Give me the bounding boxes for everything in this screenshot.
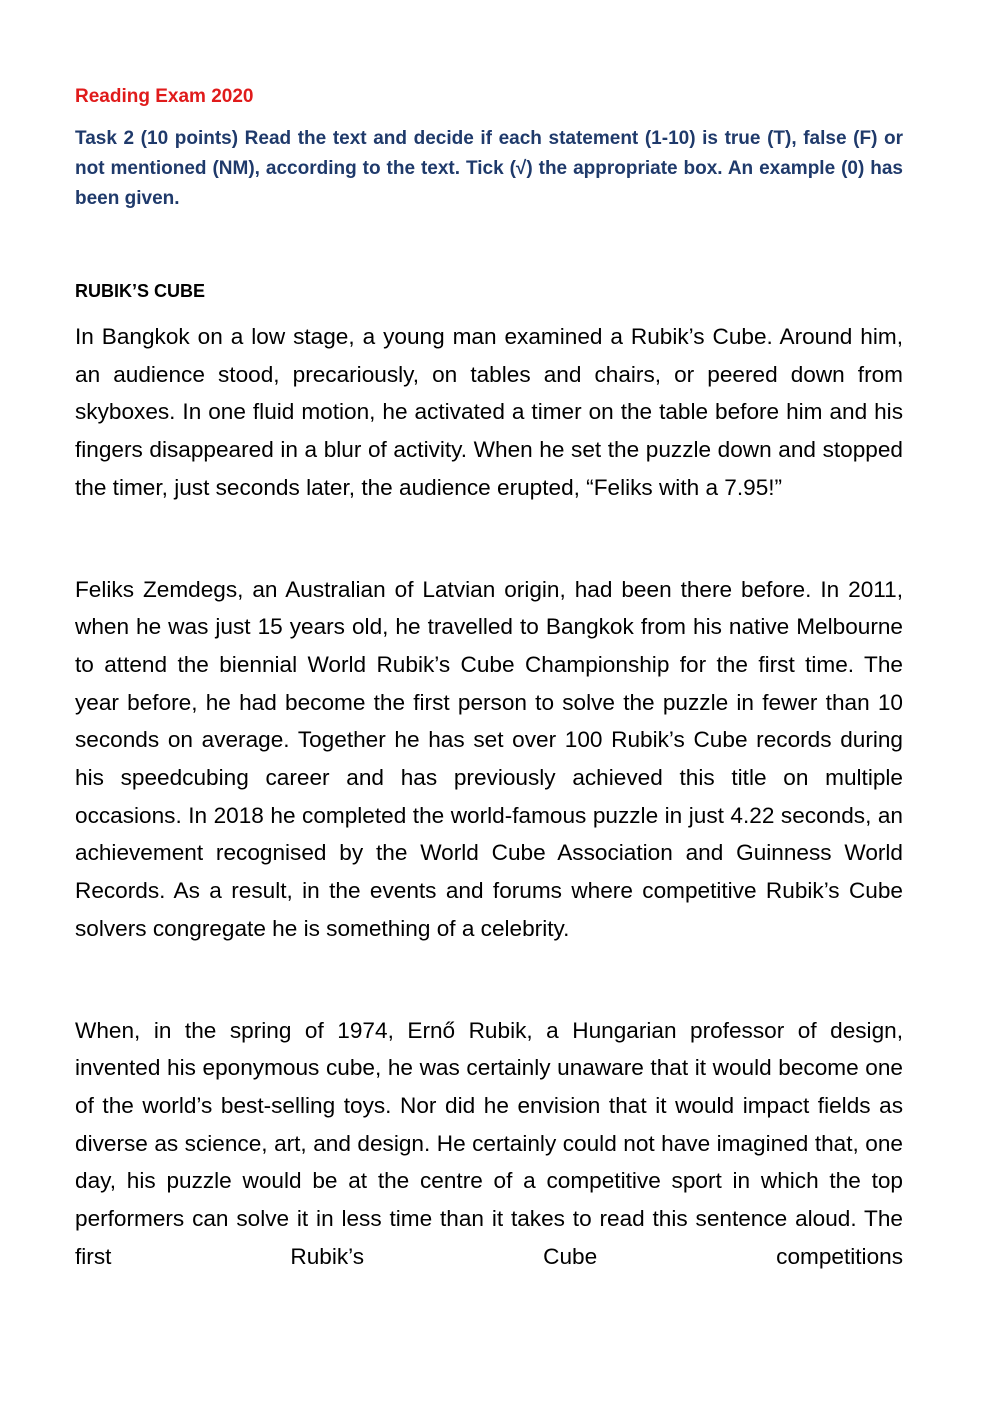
exam-title: Reading Exam 2020	[75, 86, 254, 107]
task-instructions: Task 2 (10 points) Read the text and decide if each statement (1-10) is true (T), false (F) or not mentioned (NM), according to the text. Tick (√) the appropriate box. An example (0) has been given.	[75, 128, 903, 209]
paragraph-3: When, in the spring of 1974, Ernő Rubik, a Hungarian professor of design, invented his eponymous cube, he was certainly unaware that it would become one of the world’s best-selling toys. Nor did he envision that it would impact fields as diverse as science, art, and design. He certainly could not have imagined that, one day, his puzzle would be at the centre of a competitive sport in which the top performers can solve it in less time than it takes to read this sentence aloud. The first Rubik’s Cube competitions	[75, 1017, 903, 1269]
section-title: RUBIK’S CUBE	[75, 281, 206, 301]
exam-page	[75, 84, 903, 1275]
paragraph-1: In Bangkok on a low stage, a young man examined a Rubik’s Cube. Around him, an audience stood, precariously, on tables and chairs, or peered down from skyboxes. In one fluid motion, he activated a timer on the table before him and his fingers disappeared in a blur of activity. When he set the puzzle down and stopped the timer, just seconds later, the audience erupted, “Feliks with a 7.95!”	[75, 324, 903, 500]
paragraph-2: Feliks Zemdegs, an Australian of Latvian origin, had been there before. In 2011, when he was just 15 years old, he travelled to Bangkok from his native Melbourne to attend the biennial World Rubik’s Cube Championship for the first time. The year before, he had become the first person to solve the puzzle in fewer than 10 seconds on average. Together he has set over 100 Rubik’s Cube records during his speedcubing career and has previously achieved this title on multiple occasions. In 2018 he completed the world-famous puzzle in just 4.22 seconds, an achievement recognised by the World Cube Association and Guinness World Records. As a result, in the events and forums where competitive Rubik’s Cube solvers congregate he is something of a celebrity.	[75, 576, 903, 941]
